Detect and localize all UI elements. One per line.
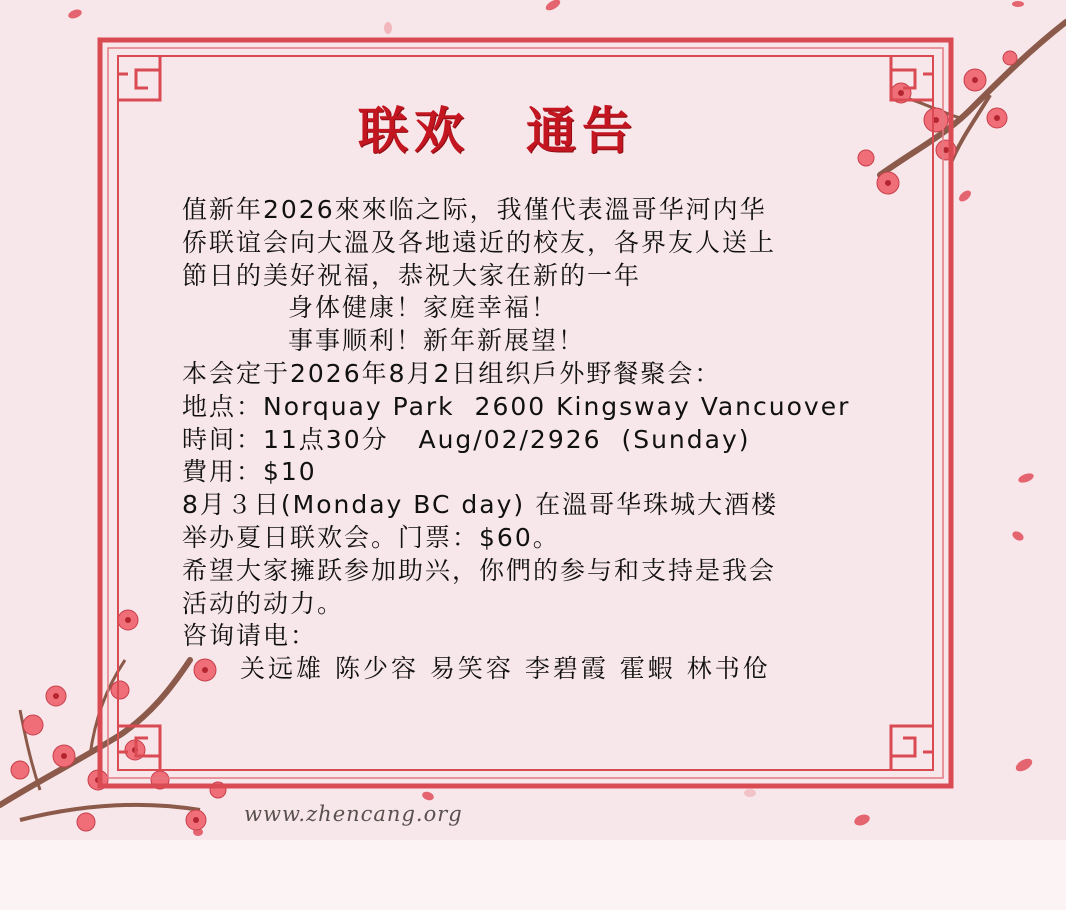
- event-date-line: 本会定于2026年8月2日组织戶外野餐聚会：: [182, 358, 722, 388]
- watermark-url: www.zhencang.org: [244, 802, 463, 826]
- invitation-line: 活动的动力。: [182, 588, 345, 618]
- invitation-line: 希望大家擁跃参加助兴，你們的参与和支持是我会: [182, 555, 777, 585]
- notice-title: [358, 92, 688, 162]
- notice-body: [182, 194, 882, 686]
- greeting-line: 侨联谊会向大溫及各地遠近的校友，各界友人送上: [182, 227, 777, 257]
- banquet-line: 8月３日(Monday BC day) 在溫哥华珠城大酒楼: [182, 490, 779, 520]
- wish-line: 身体健康！家庭幸福！: [288, 293, 559, 323]
- location-line: 地点：Norquay Park 2600 Kingsway Vancuover: [182, 391, 851, 421]
- wish-line: 事事顺利！新年新展望！: [288, 326, 586, 356]
- title-part-1: 联欢: [358, 102, 470, 160]
- greeting-line: 節日的美好祝福，恭祝大家在新的一年: [182, 260, 642, 290]
- time-line: 時间：11点30分 Aug/02/2926 (Sunday): [182, 424, 751, 454]
- fee-line: 費用：$10: [182, 457, 317, 487]
- contact-heading: 咨询请电：: [182, 621, 318, 651]
- title-part-2: 通告: [526, 102, 638, 160]
- contact-names: 关远雄 陈少容 易笑容 李碧霞 霍蝦 林书伧: [240, 654, 771, 684]
- ticket-line: 举办夏日联欢会。门票：$60。: [182, 522, 560, 552]
- greeting-line: 值新年2026來來临之际，我僅代表溫哥华河内华: [182, 195, 767, 224]
